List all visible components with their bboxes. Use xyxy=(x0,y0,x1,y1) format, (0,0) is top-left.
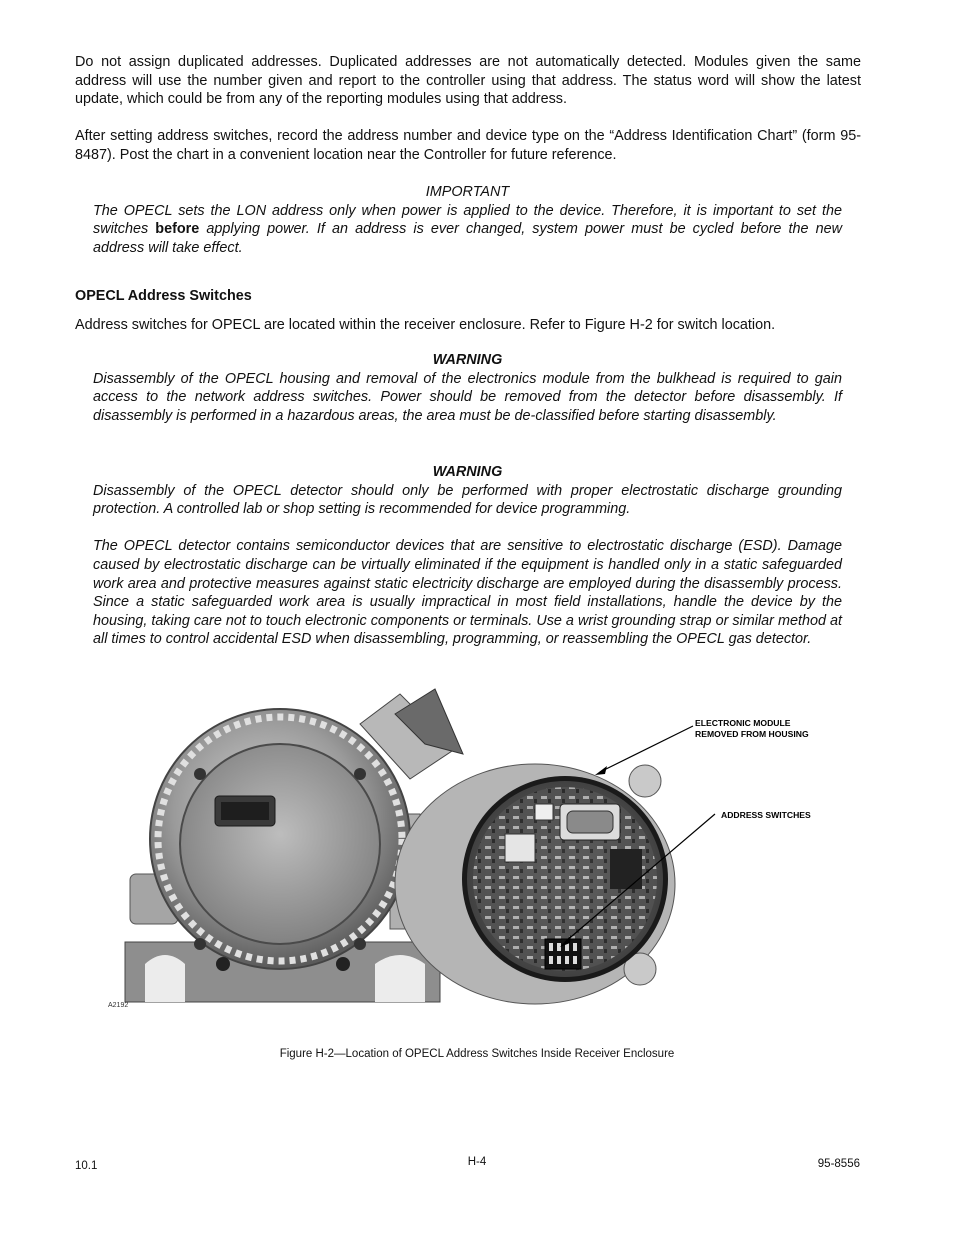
important-text xyxy=(93,202,842,258)
warning-text-2b: The OPECL detector contains semiconductor devices that are sensitive to electrostatic discharge (ESD). Damage caused by electrostatic discharge can be virtually eliminated if the equipment is handled only in a static safeguarded work area and protective measures against static electricity discharge are employed during the disassembly process. Since a static safeguarded work area is usually impractical in most field installations, handle the device by the housing, taking care not to touch electronic components or terminals. Use a wrist grounding strap or similar method at all times to control accidental ESD when disassembling, programming, or reassembling the OPECL gas detector. xyxy=(93,538,842,648)
paragraph-duplicate-addresses: Do not assign duplicated addresses. Duplicated addresses are not automatically detected. Modules given the same address will use the number given and report to the controller using that address. The status word will show the latest update, which could be from any of the reporting modules using that address. xyxy=(75,54,861,108)
warning-text-2a: Disassembly of the OPECL detector should only be performed with proper electrostatic discharge grounding protection. A controlled lab or shop setting is recommended for device programming. xyxy=(93,482,842,518)
important-title: IMPORTANT xyxy=(425,184,510,200)
figure-h2 xyxy=(105,684,850,1019)
important-text-part2: applying power. If an address is ever changed, system power must be cycled before the new address will take effect. xyxy=(93,221,842,256)
warning-notice-1 xyxy=(93,351,842,425)
footer-revision: 10.1 xyxy=(75,1160,98,1172)
important-text-part1: The OPECL sets the LON address only when power is applied to the device. Therefore, it is important to set the switches xyxy=(93,202,842,238)
paragraph-record-address: After setting address switches, record the address number and device type on the “Address Identification Chart” (form 95-8487). Post the chart in a convenient location near the Controller for future reference. xyxy=(75,128,861,163)
label-address-switches: ADDRESS SWITCHES xyxy=(721,810,811,820)
warning-notice-2 xyxy=(93,463,842,649)
important-text-bold: before xyxy=(155,221,200,238)
warning-title-1: WARNING xyxy=(432,352,503,368)
section-heading: OPECL Address Switches xyxy=(75,288,252,304)
figure-code: A2192 xyxy=(108,1002,129,1009)
footer-page-number: H-4 xyxy=(467,1156,487,1168)
section-intro: Address switches for OPECL are located within the receiver enclosure. Refer to Figure H-2 for switch location. xyxy=(75,317,776,333)
figure-caption: Figure H-2—Location of OPECL Address Switches Inside Receiver Enclosure xyxy=(279,1048,675,1060)
label-module-line1: ELECTRONIC MODULE xyxy=(695,718,791,728)
warning-text-1: Disassembly of the OPECL housing and removal of the electronics module from the bulkhead is required to gain access to the network address switches. Power should be removed from the detector before disassembly. If disassembly is performed in a hazardous areas, the area must be de-classified before starting disassembly. xyxy=(93,370,842,424)
label-module-line2: REMOVED FROM HOUSING xyxy=(695,729,809,739)
footer-form-number: 95-8556 xyxy=(817,1158,860,1170)
label-electronic-module xyxy=(695,718,809,740)
important-notice xyxy=(93,183,842,257)
warning-title-2: WARNING xyxy=(432,464,503,480)
